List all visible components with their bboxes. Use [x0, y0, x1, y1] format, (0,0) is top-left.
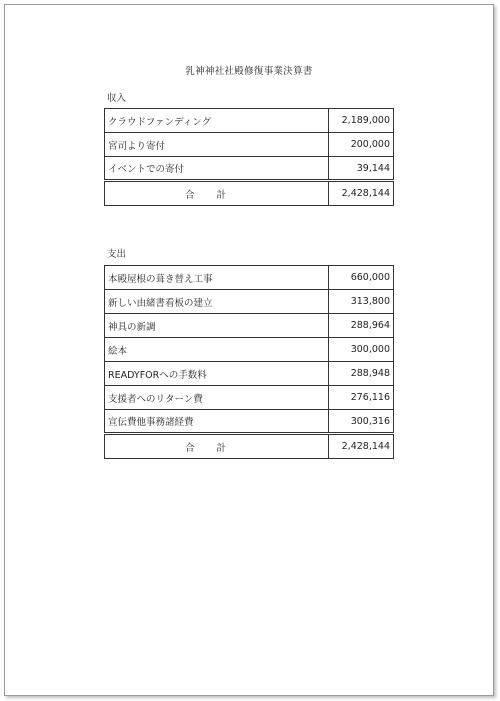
expense-item-picture-book: 絵本	[105, 338, 329, 362]
expense-item-roof: 本殿屋根の葺き替え工事	[105, 266, 329, 290]
expense-item-advertising-admin: 宣伝費他事務諸経費	[105, 410, 329, 434]
table-row	[105, 157, 394, 181]
table-row	[105, 338, 394, 362]
expense-item-signboard: 新しい由緒書看板の建立	[105, 290, 329, 314]
expense-amount-advertising-admin: 300,316	[329, 410, 394, 434]
income-amount-priest-donation: 200,000	[329, 133, 394, 157]
table-row	[105, 314, 394, 338]
table-row	[105, 386, 394, 410]
expense-section-label: 支出	[107, 249, 127, 260]
document-page	[4, 4, 494, 696]
income-table	[104, 108, 394, 206]
table-row	[105, 410, 394, 434]
income-section-label: 収入	[107, 93, 127, 104]
table-row	[105, 290, 394, 314]
table-row	[105, 109, 394, 133]
income-amount-crowdfunding: 2,189,000	[329, 109, 394, 133]
expense-amount-readyfor-fee: 288,948	[329, 362, 394, 386]
expense-item-readyfor-fee: READYFORへの手数料	[105, 362, 329, 386]
expense-amount-supporter-returns: 276,116	[329, 386, 394, 410]
expense-item-ritual-tools: 神具の新調	[105, 314, 329, 338]
income-amount-event-donation: 39,144	[329, 157, 394, 181]
income-item-priest-donation: 宮司より寄付	[105, 133, 329, 157]
income-item-event-donation: イベントでの寄付	[105, 157, 329, 181]
income-total-row	[105, 181, 394, 206]
income-total-label: 合計	[105, 181, 329, 206]
expense-total-row	[105, 434, 394, 459]
table-row	[105, 266, 394, 290]
expense-amount-picture-book: 300,000	[329, 338, 394, 362]
expense-item-supporter-returns: 支援者へのリターン費	[105, 386, 329, 410]
expense-total-amount: 2,428,144	[329, 434, 394, 459]
expense-total-label: 合計	[105, 434, 329, 459]
document-title: 乳神神社社殿修復事業決算書	[185, 66, 313, 77]
table-row	[105, 362, 394, 386]
expense-amount-ritual-tools: 288,964	[329, 314, 394, 338]
table-row	[105, 133, 394, 157]
income-item-crowdfunding: クラウドファンディング	[105, 109, 329, 133]
expense-amount-signboard: 313,800	[329, 290, 394, 314]
expense-table	[104, 265, 394, 459]
income-total-amount: 2,428,144	[329, 181, 394, 206]
expense-amount-roof: 660,000	[329, 266, 394, 290]
